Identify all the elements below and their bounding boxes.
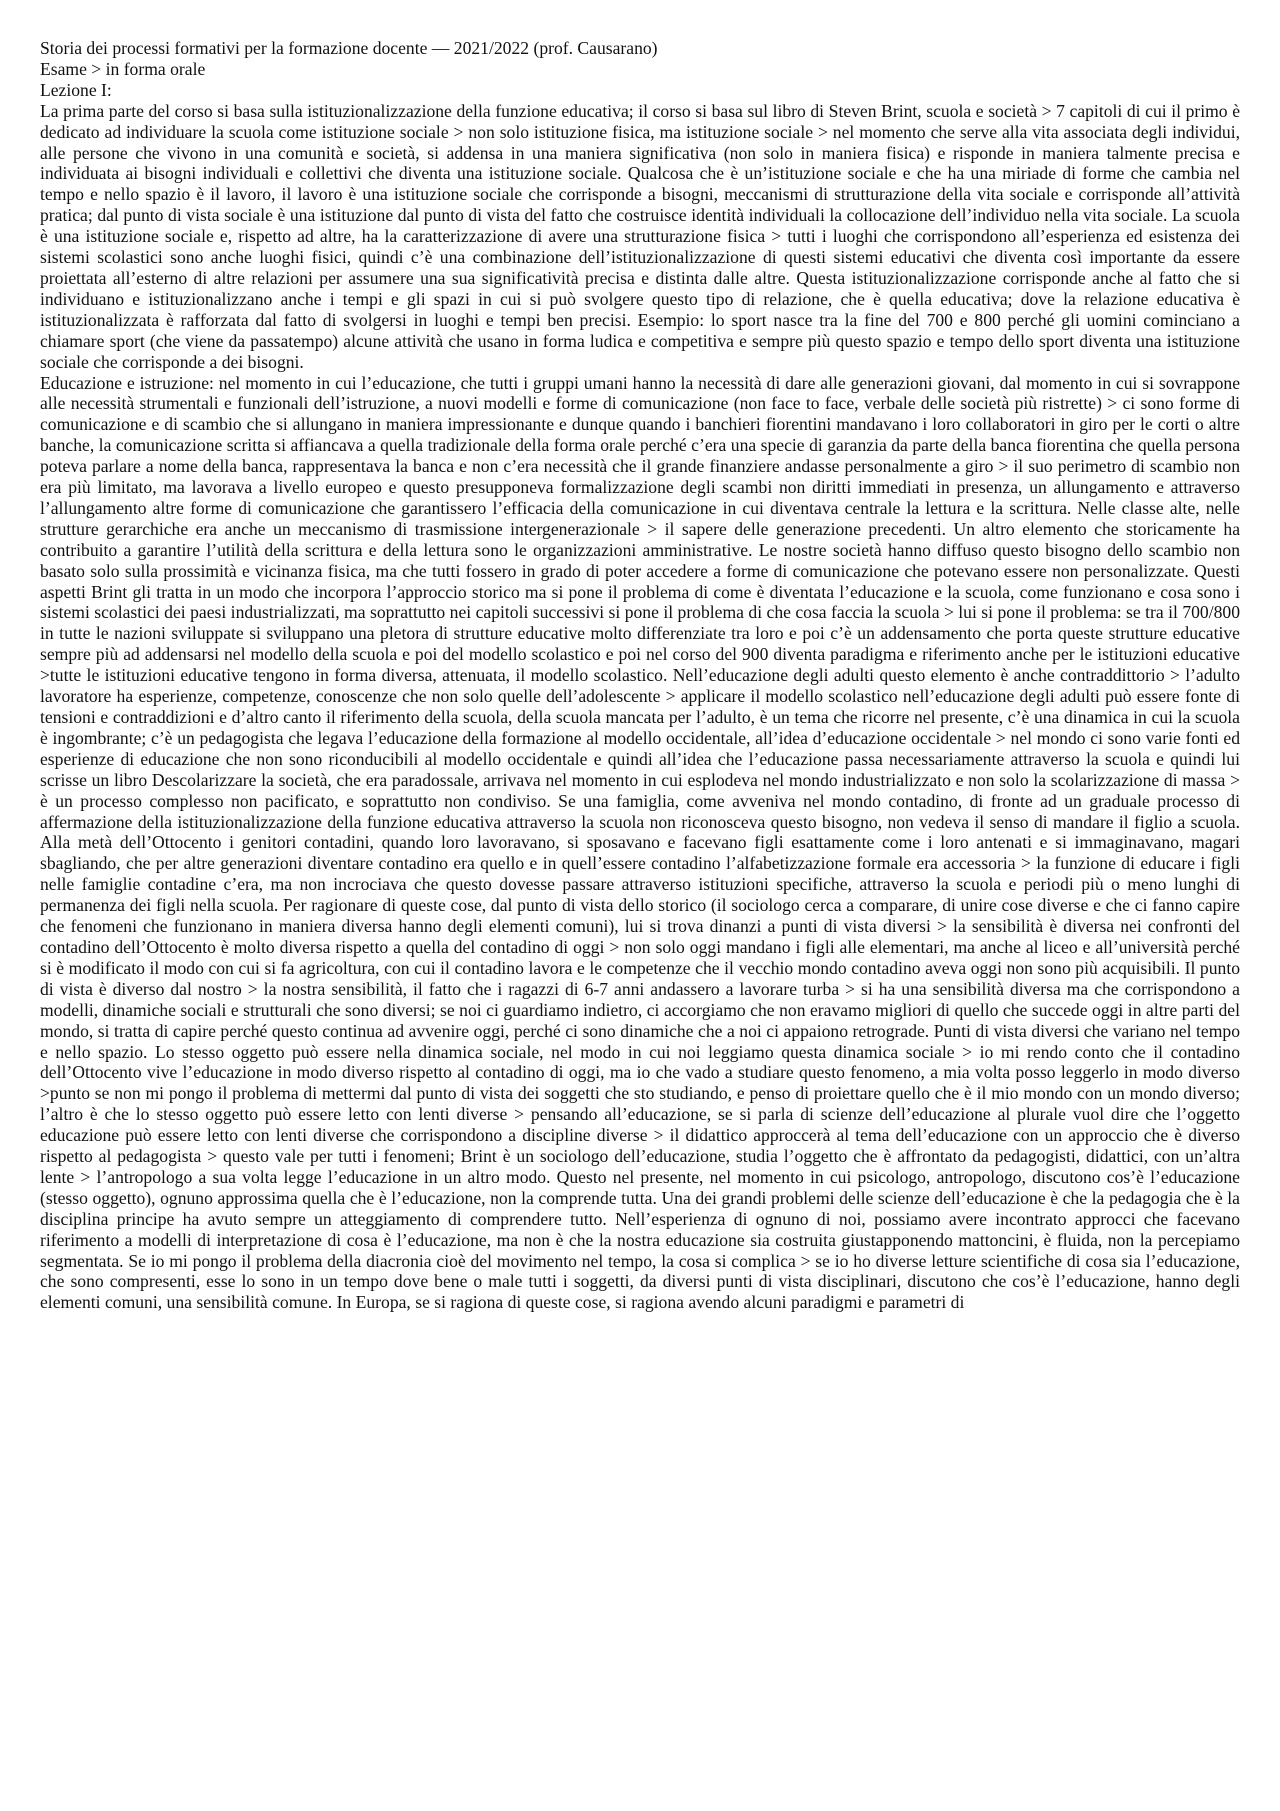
- lesson-title: Lezione I:: [40, 79, 112, 100]
- document-header: Storia dei processi formativi per la formazione docente — 2021/2022 (prof. Causarano): [40, 38, 658, 58]
- document-page: [40, 38, 1240, 1313]
- body-paragraph-2: Educazione e istruzione: nel momento in cui l’educazione, che tutti i gruppi umani hanno la necessità di dare alle generazioni giovani, dal momento in cui si sovrappone alle necessità strumentali e funzionali dell’istruzione, a nuovi modelli e forme di comunicazione (non face to face, verbale delle società più ristrette) > ci sono forme di comunicazione e di scambio che si allungano in maniera impressionante e dunque quando i banchieri fiorentini mandavano i loro collaboratori in giro per le corti o altre banche, la comunicazione scritta si affiancava a quella tradizionale della forma orale perché c’era una specie di garanzia da parte della banca fiorentina che quella persona poteva parlare a nome della banca, rappresentava la banca e non c’era necessità che il grande finanziere andasse personalmente a giro > il suo perimetro di scambio non era più limitato, ma lavorava a livello europeo e questo presupponeva formalizzazione degli scambi non diritti immediati in presenza, un allungamento e attraverso l’allungamento altre forme di comunicazione che garantissero l’efficacia della comunicazione in cui diventava centrale la lettura e la scrittura. Nelle classe alte, nelle strutture gerarchiche era anche un meccanismo di trasmissione intergenerazionale > il sapere delle generazione precedenti. Un altro elemento che storicamente ha contribuito a garantire l’utilità della scrittura e della lettura sono le organizzazioni amministrative. Le nostre società hanno diffuso questo bisogno dello scambio non basato solo sulla prossimità e vicinanza fisica, ma che tutti fossero in grado di poter accedere a forme di comunicazione che potevano essere non personalizzate. Questi aspetti Brint gli tratta in un modo che incorpora l’approccio storico ma si pone il problema di come è diventata l’educazione e la scuola, come funzionano e cosa sono i sistemi scolastici dei paesi industrializzati, ma soprattutto nei capitoli successivi si pone il problema di che cosa faccia la scuola > lui si pone il problema: se tra il 700/800 in tutte le nazioni sviluppate si sviluppano una pletora di strutture educative molto differenziate tra loro e poi c’è un addensamento che porta queste strutture educative sempre più ad addensarsi nel modello della scuola e poi del modello scolastico e poi nel corso del 900 diventa paradigma e riferimento anche per le istituzioni educative >tutte le istituzioni educative tengono in forma diversa, attenuata, il modello scolastico. Nell’educazione degli adulti questo elemento è anche contraddittorio > l’adulto lavoratore ha esperienze, competenze, conoscenze che non solo quelle dell’adolescente > applicare il modello scolastico nell’educazione degli adulti può essere fonte di tensioni e contraddizioni e d’altro canto il riferimento della scuola, della scuola mancata per l’adulto, è un tema che ricorre nel presente, c’è una dinamica in cui la scuola è ingombrante; c’è un pedagogista che legava l’educazione della formazione al modello occidentale, all’idea d’educazione occidentale > nel mondo ci sono varie fonti ed esperienze di educazione che non sono riconducibili al modello occidentale e quindi all’idea che l’educazione passa necessariamente attraverso la scuola e quindi lui scrisse un libro Descolarizzare la società, che era paradossale, arrivava nel momento in cui esplodeva nel mondo industrializzato e non solo la scolarizzazione di massa > è un processo complesso non pacificato, e soprattutto non condiviso. Se una famiglia, come avveniva nel mondo contadino, di fronte ad un graduale processo di affermazione della istituzionalizzazione della funzione educativa attraverso la scuola non riconosceva questo bisogno, non vedeva il senso di mandare il figlio a scuola. Alla metà dell’Ottocento i genitori contadini, quando loro lavoravano, si sposavano e facevano figli esattamente come i loro antenati e si immaginavano, magari sbagliando, che per altre generazioni diventare contadino era quello e in quell’essere contadino l’alfabetizzazione formale era accessoria > la funzione di educare i figli nelle famiglie contadine c’era, ma non incrociava che questo dovesse passare attraverso istituzioni specifiche, attraverso la scuola e periodi più o meno lunghi di permanenza dei figli nella scuola. Per ragionare di queste cose, dal punto di vista dello storico (il sociologo cerca a comparare, di unire cose diverse e che ci fanno capire che fenomeni che funzionano in maniera diversa hanno degli elementi comuni), lui si trova dinanzi a punti di vista diversi > la sensibilità è diversa nei confronti del contadino dell’Ottocento è molto diversa rispetto a quella del contadino di oggi > non solo oggi mandano i figli alle elementari, ma anche al liceo e all’università perché si è modificato il modo con cui si fa agricoltura, con cui il contadino lavora e le competenze che il vecchio mondo contadino aveva oggi non sono più acquisibili. Il punto di vista è diverso dal nostro > la nostra sensibilità, il fatto che i ragazzi di 6-7 anni andassero a lavorare turba > si ha una sensibilità diversa ma che corrispondono a modelli, dinamiche sociali e strutturali che sono diversi; se noi ci guardiamo indietro, ci accorgiamo che non eravamo migliori di quello che succede oggi in altre parti del mondo, si tratta di capire perché questo continua ad avvenire oggi, perché ci sono dinamiche che a noi ci appaiono retrograde. Punti di vista diversi che variano nel tempo e nello spazio. Lo stesso oggetto può essere nella dinamica sociale, nel modo in cui noi leggiamo questa dinamica sociale > io mi rendo conto che il contadino dell’Ottocento vive l’educazione in modo diverso rispetto al contadino di oggi, ma io che vado a studiare questo fenomeno, a mia volta posso leggerlo in modo diverso >punto se non mi pongo il problema di mettermi dal punto di vista dei soggetti che sto studiando, e penso di proiettare quello che è il mio mondo con un mondo diverso; l’altro è che lo stesso oggetto può essere letto con lenti diverse > pensando all’educazione, se si parla di scienze dell’educazione al plurale vuol dire che l’oggetto educazione può essere letto con lenti diverse che corrispondono a discipline diverse > il didattico approccerà al tema dell’educazione con un approccio che è diverso rispetto al pedagogista > questo vale per tutti i fenomeni; Brint è un sociologo dell’educazione, studia l’oggetto che è affrontato da pedagogisti, didattici, con un’altra lente > l’antropologo a sua volta legge l’educazione in un altro modo. Questo nel presente, nel momento in cui psicologo, antropologo, discutono cos’è l’educazione (stesso oggetto), ognuno approssima quella che è l’educazione, non la comprende tutta. Una dei grandi problemi delle scienze dell’educazione è che la pedagogia che è la disciplina principe ha avuto sempre un atteggiamento di comprendere tutto. Nell’esperienza di ognuno di noi, possiamo avere incontrato approcci che facevano riferimento a modelli di interpretazione di cosa è l’educazione, ma non è che la nostra educazione sia costruita giustapponendo mattoncini, è fluida, non la percepiamo segmentata. Se io mi pongo il problema della diacronia cioè del movimento nel tempo, la cosa si complica > se io ho diverse letture scientifiche di cosa sia l’educazione, che sono compresenti, esse lo sono in un tempo dove bene o male tutti i soggetti, da diversi punti di vista disciplinari, discutono che cos’è l’educazione, hanno degli elementi comuni, una sensibilità comune. In Europa, se si ragiona di queste cose, si ragiona avendo alcuni paradigmi e parametri di: [40, 372, 1240, 1313]
- body-paragraph-1: La prima parte del corso si basa sulla istituzionalizzazione della funzione educativa; il corso si basa sul libro di Steven Brint, scuola e società > 7 capitoli di cui il primo è dedicato ad individuare la scuola come istituzione sociale > non solo istituzione fisica, ma istituzione sociale > nel momento che serve alla vita associata degli individui, alle persone che vivono in una comunità e società, si addensa in una maniera significativa (non solo in maniera fisica) e risponde in maniera talmente precisa e individuata ai bisogni individuali e collettivi che diventa una istituzione sociale. Qualcosa che è un’istituzione sociale e che ha una miriade di forme che cambia nel tempo e nello spazio è il lavoro, il lavoro è una istituzione sociale che corrisponde a bisogni, meccanismi di strutturazione della vita sociale e corrisponde all’attività pratica; dal punto di vista sociale è una istituzione dal punto di vista del fatto che costruisce identità individuali la collocazione dell’individuo nella vita sociale. La scuola è una istituzione sociale e, rispetto ad altre, ha la caratterizzazione di avere una strutturazione fisica > tutti i luoghi che corrispondono all’esperienza ed esistenza dei sistemi scolastici sono anche luoghi fisici, quindi c’è una combinazione dell’istituzionalizzazione di questi sistemi educativi che diventa così importante da essere proiettata all’esterno di altre relazioni per assumere una sua significatività precisa e distinta dalle altre. Questa istituzionalizzazione corrisponde anche al fatto che si individuano e istituzionalizzano anche i tempi e gli spazi in cui si può svolgere questo tipo di relazione, che è quella educativa; dove la relazione educativa è istituzionalizzata è rafforzata dal fatto di svolgersi in luoghi e tempi ben precisi. Esempio: lo sport nasce tra la fine del 700 e 800 perché gli uomini cominciano a chiamare sport (che viene da passatempo) alcune attività che usano in forma ludica e competitiva e sempre più questo spazio e tempo dello sport diventa una istituzione sociale che corrisponde a dei bisogni.: [40, 100, 1240, 372]
- exam-format-line: Esame > in forma orale: [40, 58, 206, 79]
